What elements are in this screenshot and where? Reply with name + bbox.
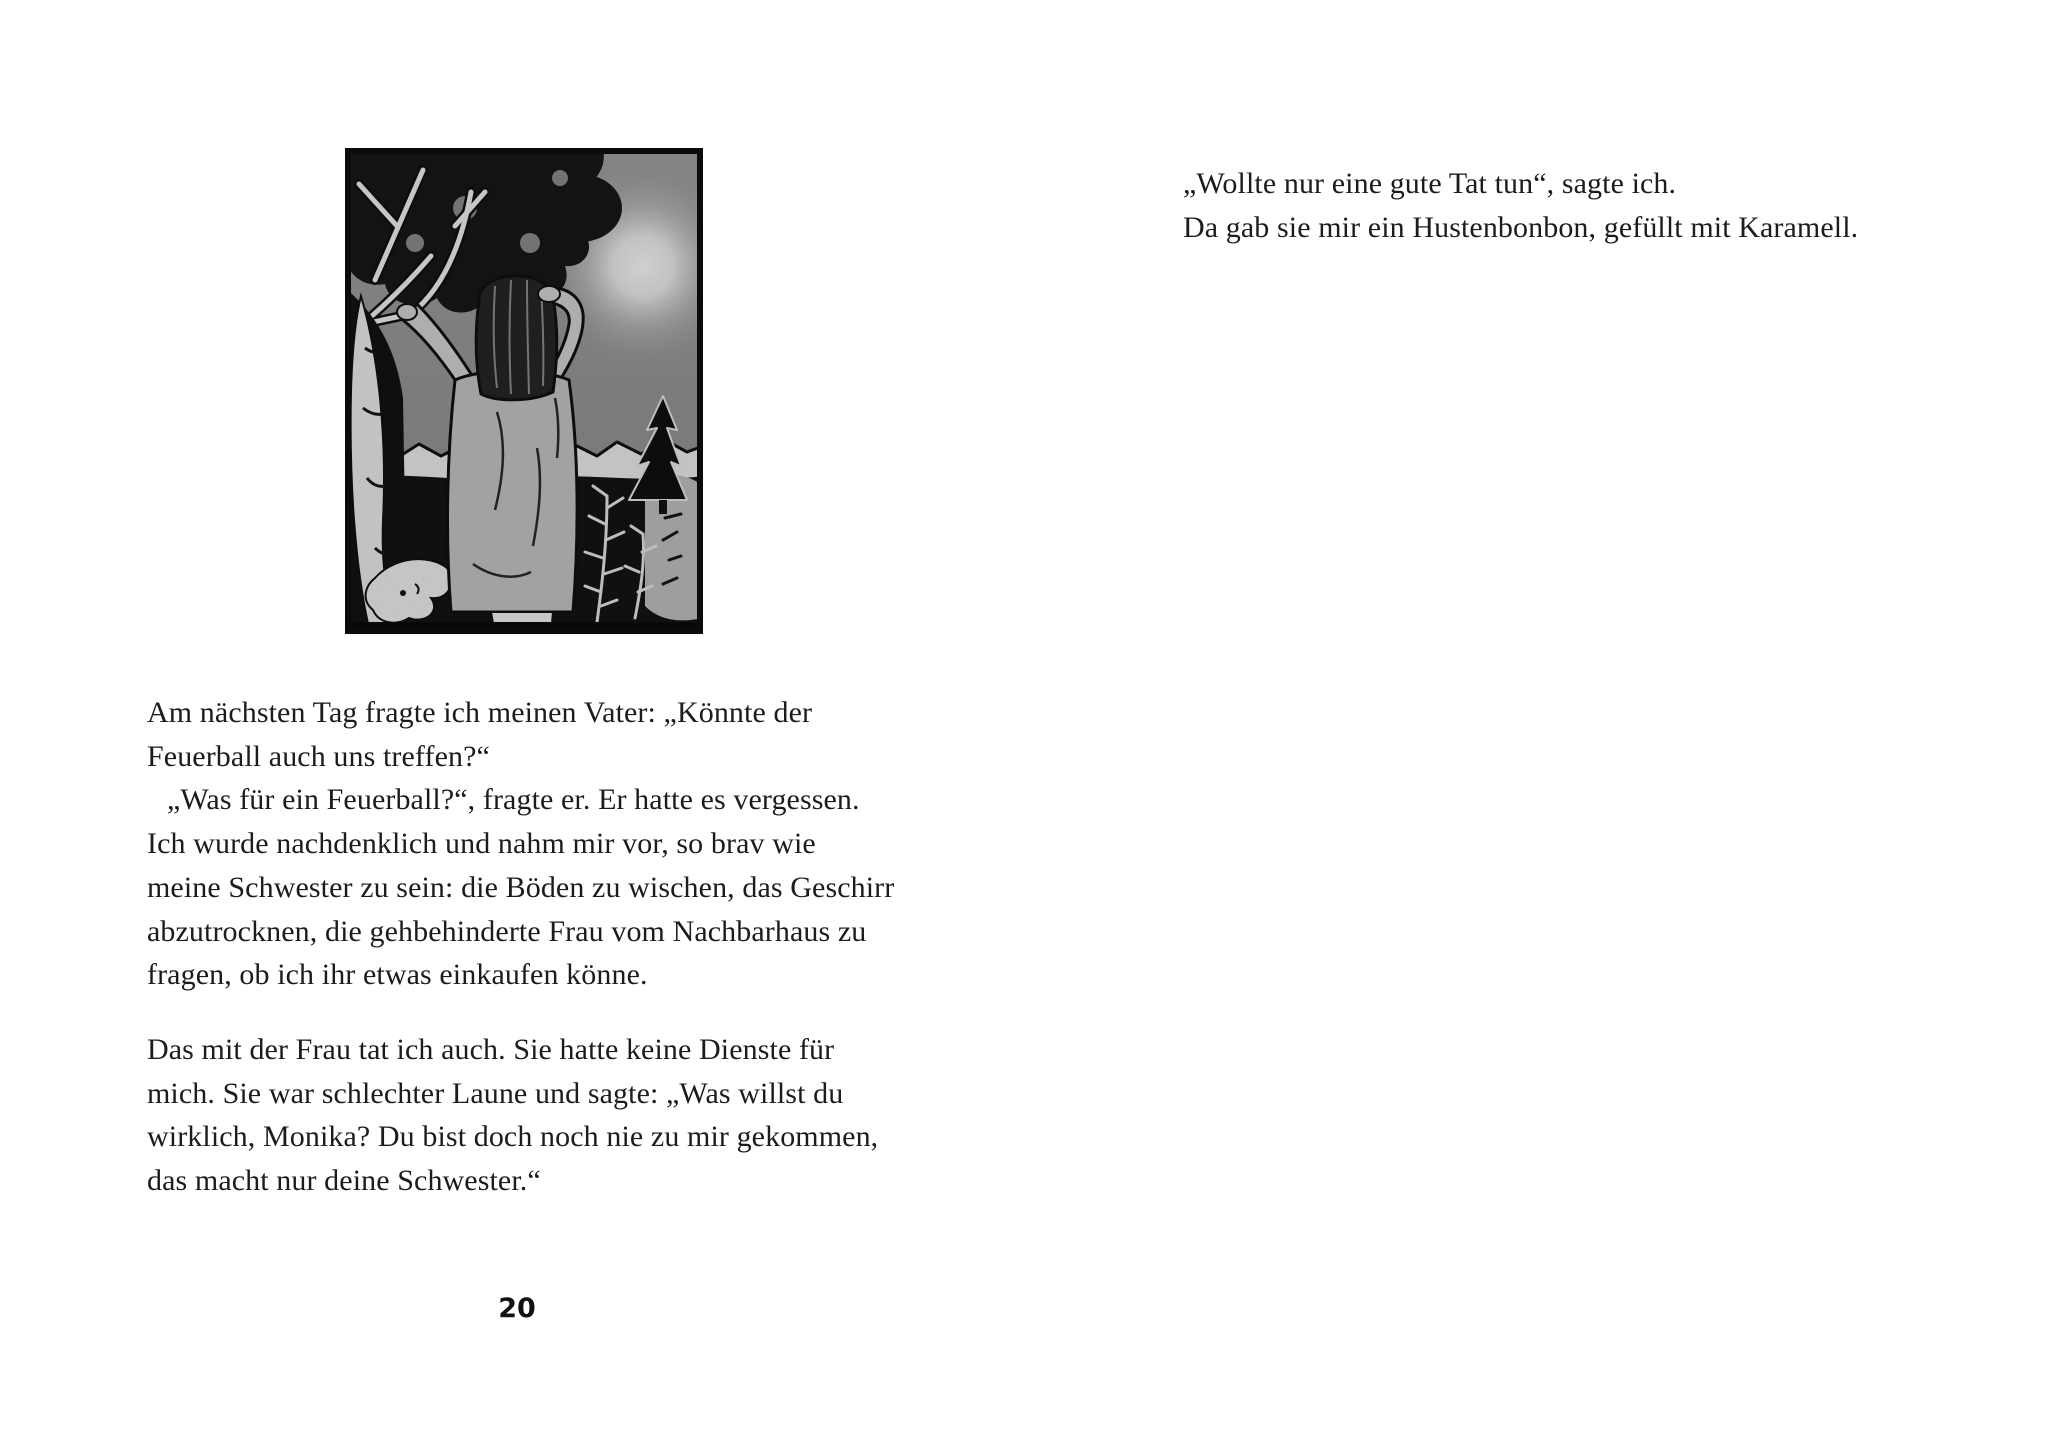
text-line: das macht nur deine Schwester.“: [147, 1164, 541, 1198]
text-line: Ich wurde nachdenklich und nahm mir vor, so brav wie: [147, 827, 816, 861]
text-line: meine Schwester zu sein: die Böden zu wischen, das Geschirr: [147, 870, 895, 904]
text-line: Am nächsten Tag fragte ich meinen Vater: „Könnte der: [147, 696, 813, 729]
girl-watching-fireball-illustration: [345, 148, 703, 634]
paragraph-1: [1183, 162, 2003, 249]
text-line: wirklich, Monika? Du bist doch noch nie zu mir gekommen,: [147, 1120, 879, 1154]
right-page: [1024, 0, 2048, 1434]
paragraph-1: [147, 691, 977, 997]
text-line: fragen, ob ich ihr etwas einkaufen könne.: [147, 958, 648, 992]
illustration-frame: [345, 148, 703, 634]
text-line: „Was für ein Feuerball?“, fragte er. Er hatte es vergessen.: [167, 783, 860, 817]
grain-overlay: [345, 148, 703, 634]
text-line: Das mit der Frau tat ich auch. Sie hatte keine Dienste für: [147, 1032, 835, 1066]
paragraph-2: [147, 1028, 977, 1203]
text-line: Feuerball auch uns treffen?“: [147, 739, 490, 773]
right-text-column: [1183, 162, 2003, 249]
text-line: abzutrocknen, die gehbehinderte Frau vom Nachbarhaus zu: [147, 914, 867, 948]
text-line: Da gab sie mir ein Hustenbonbon, gefüllt mit Karamell.: [1183, 210, 1859, 244]
text-line: „Wollte nur eine gute Tat tun“, sagte ich.: [1183, 167, 1677, 200]
left-text-column: [147, 691, 977, 1203]
text-line: mich. Sie war schlechter Laune und sagte: „Was willst du: [147, 1076, 844, 1110]
page-number: 20: [498, 1293, 536, 1324]
